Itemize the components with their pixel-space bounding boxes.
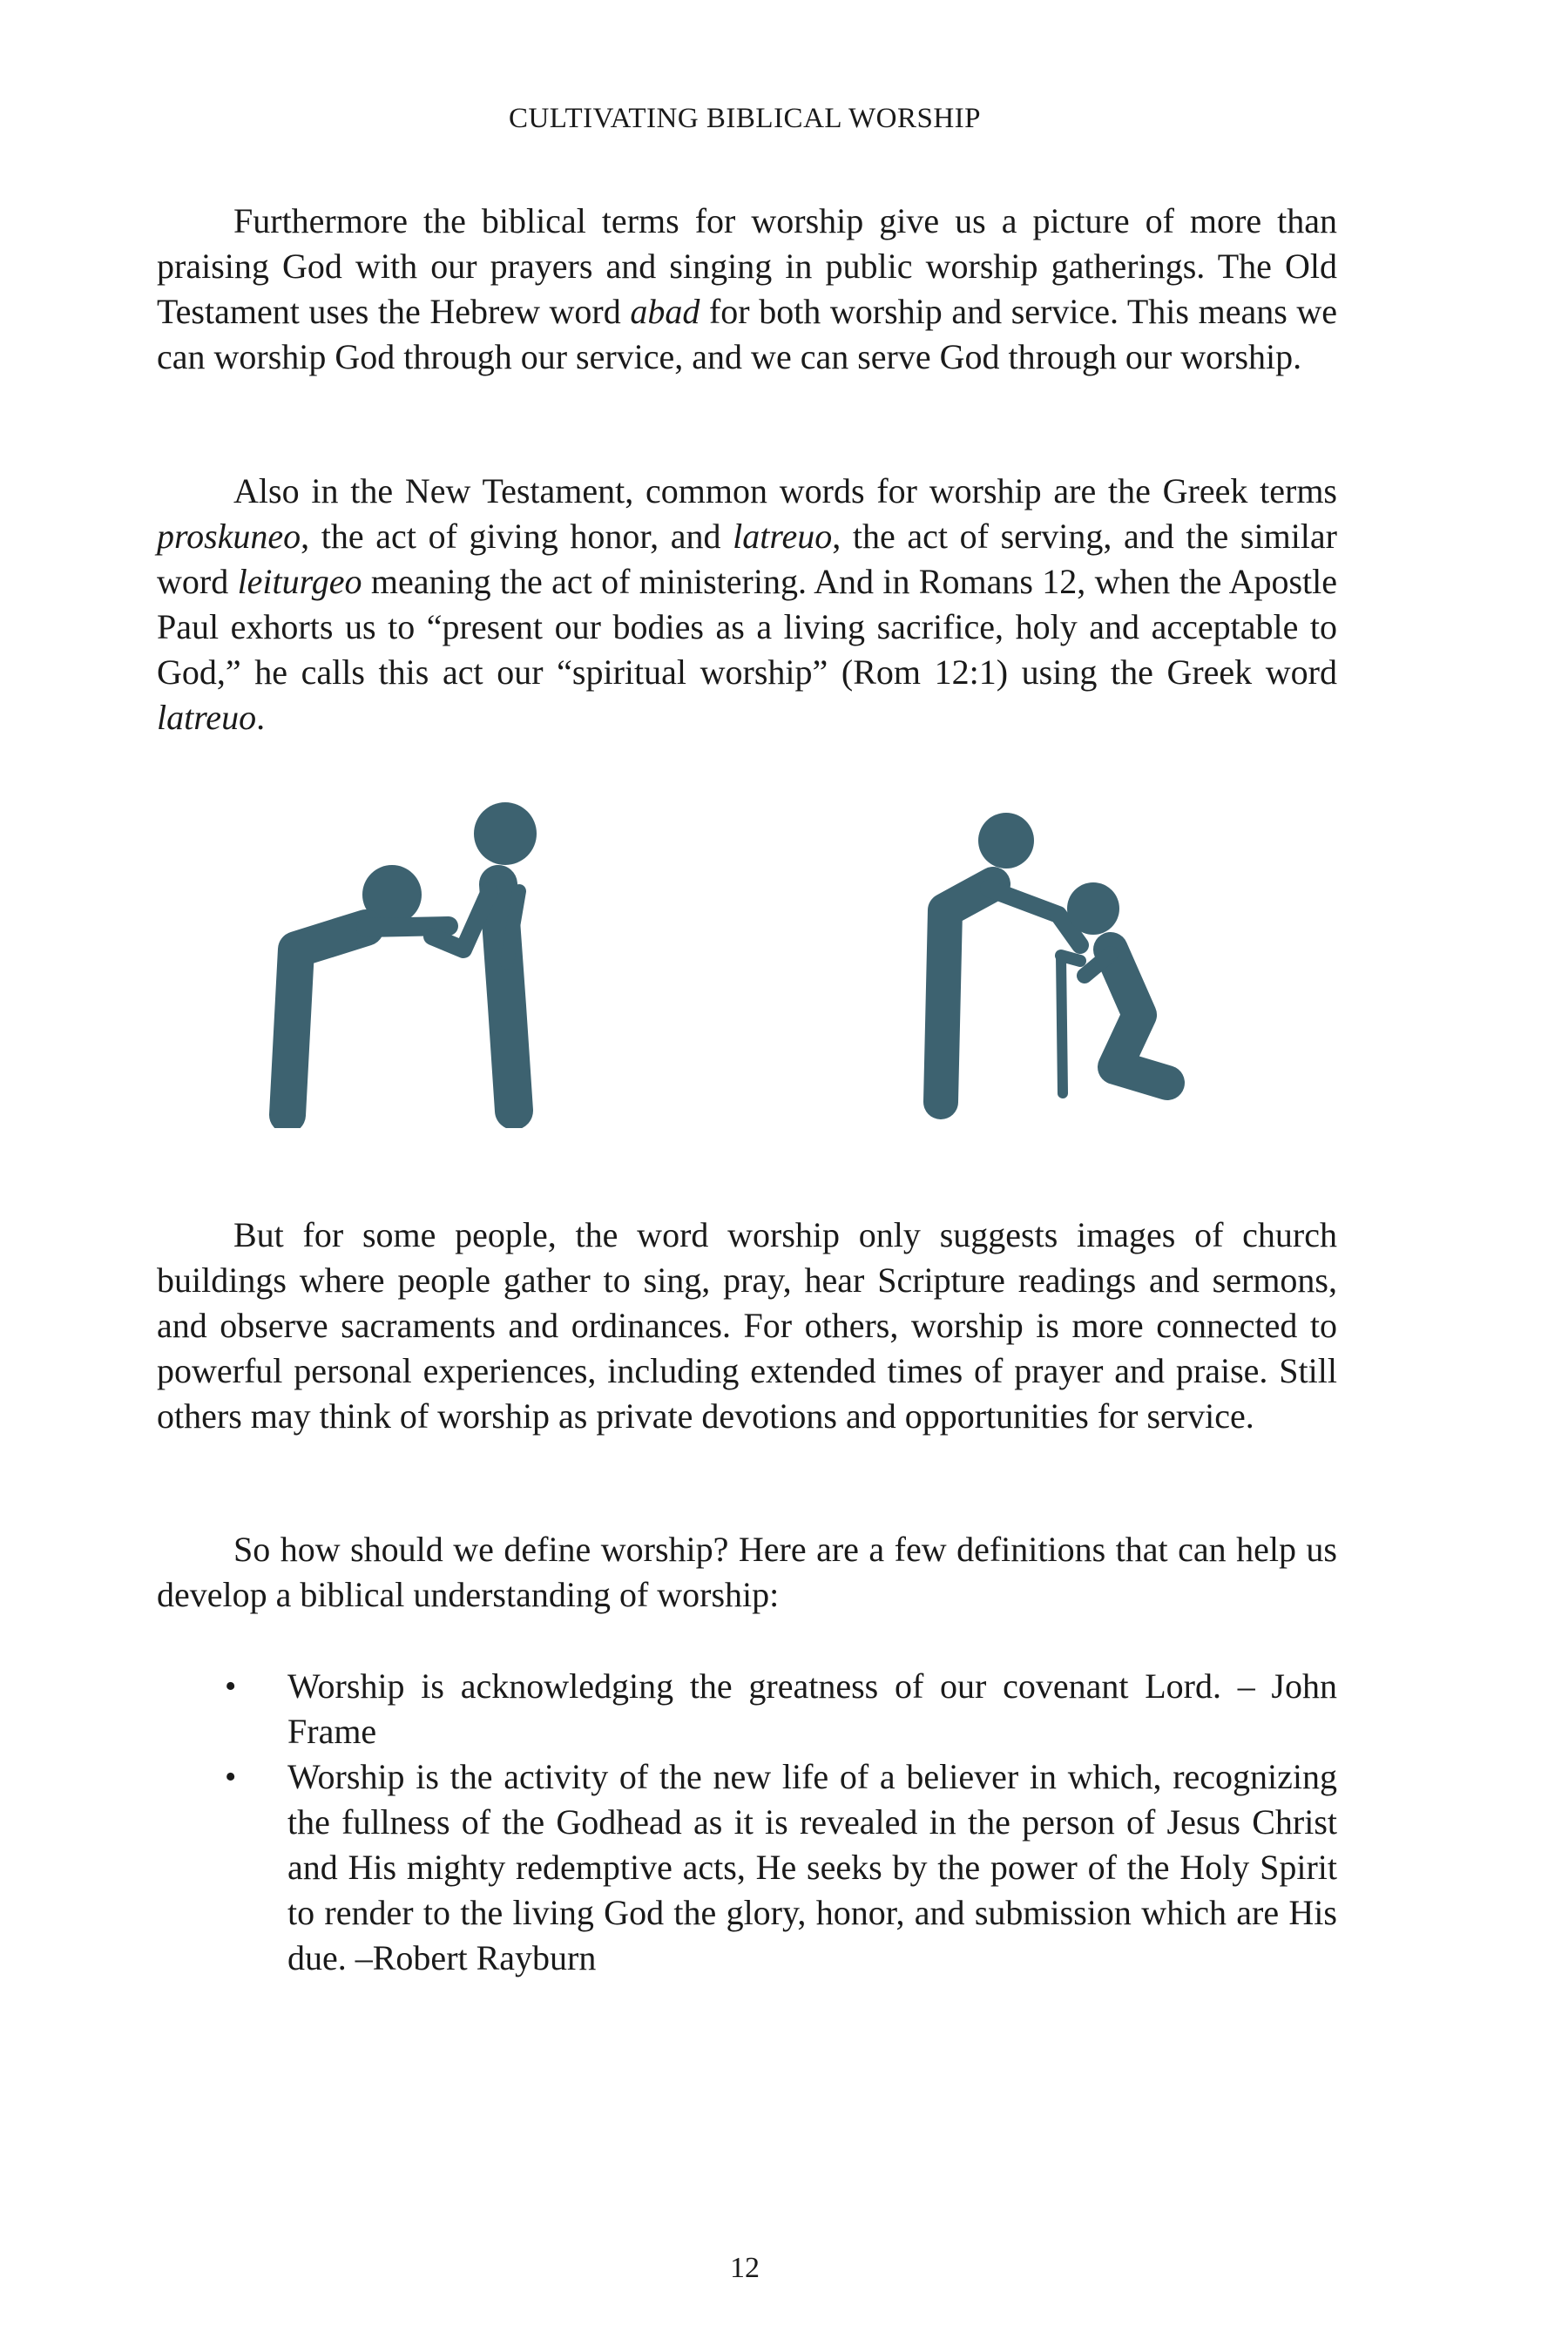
paragraph-text: Also in the New Testament, common words for worship are the Greek terms [233,471,1337,510]
definition-text: Worship is the activity of the new life of a believer in which, recognizing the fullness of the Godhead as it is revealed in the person of Jesus Christ and His mighty redemptive acts, He seeks by the power of the Holy Spirit to render to the living God the glory, honor, and submission which are His due. –Robert Rayburn [287,1757,1337,1977]
paragraph-definitions-intro: So how should we define worship? Here are a few definitions that can help us develop a biblical understanding of worship: [157,1530,1337,1614]
paragraph-text: , the act of giving honor, and [301,517,733,556]
page-number: 12 [730,2252,760,2284]
paragraph-text: meaning the act of ministering. And in Romans 12, when the Apostle Paul exhorts us to “present our bodies as a living sacrifice, holy and acceptable to God,” he calls this act our “spiritual worship” (Rom 12:1) using the Greek word [157,562,1338,692]
paragraph-text: for both worship and service. This means we can worship God through our service, and we can serve God through our worship. [157,292,1338,376]
greek-term: latreuo [157,698,257,737]
definitions-list [157,1664,1337,1981]
bullet-icon: • [225,1759,237,1795]
person-helping-kneeling-person-icon [906,806,1220,1119]
greek-term: proskuneo [157,517,301,556]
list-item [157,1664,1337,1754]
running-head: CULTIVATING BIBLICAL WORSHIP [508,103,982,134]
paragraph-biblical-terms [157,199,1337,380]
greek-term: latreuo [733,517,833,556]
paragraph-text: , the act of serving, and the similar word [157,517,1337,601]
paragraph-text: Furthermore the biblical terms for worship give us a picture of more than praising God with our prayers and singing in public worship gatherings. The Old Testament uses the Hebrew word [157,201,1337,331]
paragraph-new-testament [157,469,1337,740]
list-item [157,1754,1337,1981]
two-people-bowing-icon [261,797,627,1128]
paragraph-text: . [256,698,266,737]
paragraph-perceptions: But for some people, the word worship only suggests images of church buildings where people gather to sing, pray, hear Scripture readings and sermons, and observe sacraments and ordinances. For others, worship is more connected to powerful personal experiences, including extended times of prayer and praise. Still others may think of worship as private devotions and opportunities for service. [157,1215,1337,1436]
bullet-icon: • [225,1668,237,1705]
hebrew-term: abad [630,292,700,331]
definition-text: Worship is acknowledging the greatness of our covenant Lord. – John Frame [287,1666,1337,1751]
greek-term: leiturgeo [237,562,362,601]
